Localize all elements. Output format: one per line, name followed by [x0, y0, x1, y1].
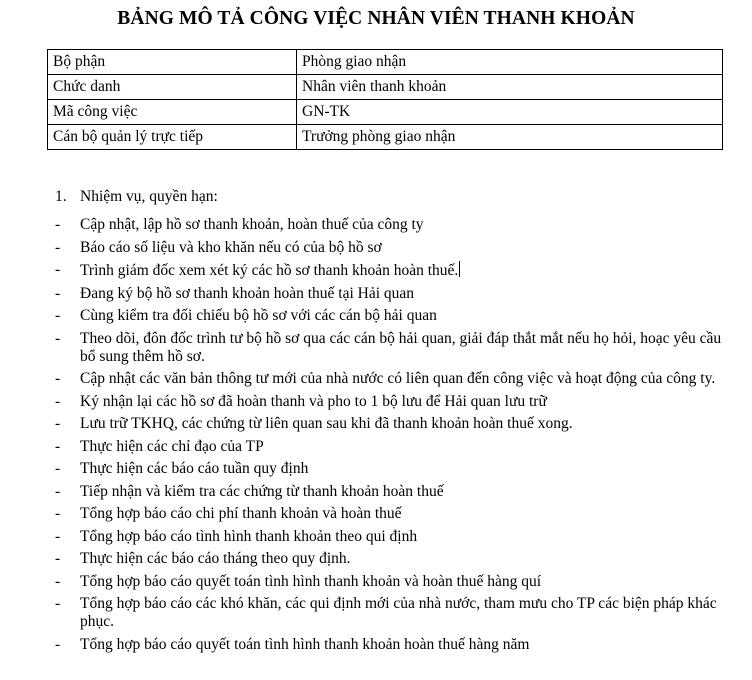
document-title: BẢNG MÔ TẢ CÔNG VIỆC NHÂN VIÊN THANH KHOẢN: [117, 8, 635, 29]
value-job-code: GN-TK: [297, 100, 723, 125]
duty-text: Thực hiện các báo cáo tháng theo quy định.: [80, 550, 351, 567]
bullet-dash: -: [55, 460, 61, 477]
section-heading: [55, 188, 218, 206]
bullet-dash: -: [55, 307, 61, 324]
duty-text: Tổng hợp báo cáo quyết toán tình hình thanh khoản hoàn thuế hàng năm: [80, 635, 530, 653]
bullet-dash: -: [55, 437, 61, 455]
duty-text: Thực hiện các báo cáo tuần quy định: [80, 460, 309, 477]
duty-text: Tổng hợp báo cáo các khó khăn, các qui định mới của nhà nước, tham mưu cho TP các biện pháp khác phục.: [80, 595, 717, 630]
duty-text: Theo dõi, đôn đốc trình tư bộ hồ sơ qua các cán bộ hải quan, giải đáp thắt mắt nếu họ hỏi, hoạc yêu cầu bổ sung thêm hồ sơ.: [80, 329, 722, 365]
text-cursor: [459, 261, 460, 277]
label-position: Chức danh: [48, 75, 297, 100]
list-item: [0, 415, 752, 433]
duty-text: Thực hiện các chỉ đạo của TP: [80, 437, 264, 455]
bullet-dash: -: [55, 505, 61, 522]
bullet-dash: -: [55, 329, 61, 347]
bullet-dash: -: [55, 261, 61, 278]
value-department: Phòng giao nhận: [297, 50, 723, 75]
bullet-dash: -: [55, 370, 61, 387]
list-item: [0, 528, 752, 546]
value-direct-manager: Trưởng phòng giao nhận: [297, 125, 723, 150]
bullet-dash: -: [55, 392, 61, 410]
duties-list: [0, 216, 752, 658]
bullet-dash: -: [55, 595, 61, 612]
list-item: [0, 573, 752, 591]
duty-text: Tổng hợp báo cáo chi phí thanh khoản và hoàn thuế: [80, 505, 402, 522]
duty-text: Tổng hợp báo cáo tình hình thanh khoản theo qui định: [80, 527, 418, 545]
list-item: [0, 393, 752, 411]
table-row: [48, 75, 723, 100]
list-item: [0, 595, 752, 631]
duty-text: Cùng kiểm tra đối chiếu bộ hồ sơ với các cán bộ hải quan: [80, 307, 437, 324]
duty-text: Trình giám đốc xem xét ký các hồ sơ thanh khoản hoàn thuế.: [80, 262, 459, 279]
bullet-dash: -: [55, 527, 61, 545]
bullet-dash: -: [55, 482, 61, 500]
table-row: [48, 125, 723, 150]
table-row: [48, 50, 723, 75]
job-info-table: [47, 49, 723, 150]
duty-text: Báo cáo số liệu và kho khăn nếu có của bộ hồ sơ: [80, 238, 382, 256]
duty-text: Lưu trữ TKHQ, các chứng từ liên quan sau khi đã thanh khoản hoàn thuế xong.: [80, 415, 573, 432]
duty-text: Cập nhật, lập hồ sơ thanh khoản, hoàn thuế của công ty: [80, 216, 424, 233]
duty-text: Tiếp nhận và kiểm tra các chứng từ thanh khoản hoàn thuế: [80, 482, 444, 500]
bullet-dash: -: [55, 550, 61, 567]
list-item: [0, 505, 752, 523]
section-number: 1.: [55, 188, 67, 205]
duty-text: Ký nhận lại các hồ sơ đã hoàn thanh và pho to 1 bộ lưu để Hải quan lưu trữ: [80, 392, 547, 410]
duty-text: Tổng hợp báo cáo quyết toán tình hình thanh khoản và hoàn thuế hàng quí: [80, 572, 542, 590]
label-department: Bộ phận: [48, 50, 297, 75]
list-item: [0, 239, 752, 257]
section-title: Nhiệm vụ, quyền hạn:: [80, 188, 218, 205]
label-job-code: Mã công việc: [48, 100, 297, 125]
list-item: [0, 438, 752, 456]
duty-text: Cập nhật các văn bản thông tư mới của nhà nước có liên quan đến công việc và hoạt động của công ty.: [80, 370, 716, 387]
table-row: [48, 100, 723, 125]
bullet-dash: -: [55, 572, 61, 590]
list-item: [0, 370, 752, 388]
bullet-dash: -: [55, 238, 61, 256]
bullet-dash: -: [55, 284, 61, 302]
list-item: [0, 285, 752, 303]
list-item: [0, 307, 752, 325]
bullet-dash: -: [55, 216, 61, 233]
list-item: [0, 460, 752, 478]
bullet-dash: -: [55, 415, 61, 432]
list-item: [0, 216, 752, 234]
label-direct-manager: Cán bộ quản lý trực tiếp: [48, 125, 297, 150]
list-item: [0, 483, 752, 501]
list-item: [0, 550, 752, 568]
bullet-dash: -: [55, 635, 61, 653]
duty-text: Đang ký bộ hồ sơ thanh khoản hoàn thuế tại Hải quan: [80, 284, 415, 302]
value-position: Nhân viên thanh khoản: [297, 75, 723, 100]
list-item: [0, 330, 752, 366]
list-item: [0, 636, 752, 654]
list-item: [0, 261, 752, 280]
